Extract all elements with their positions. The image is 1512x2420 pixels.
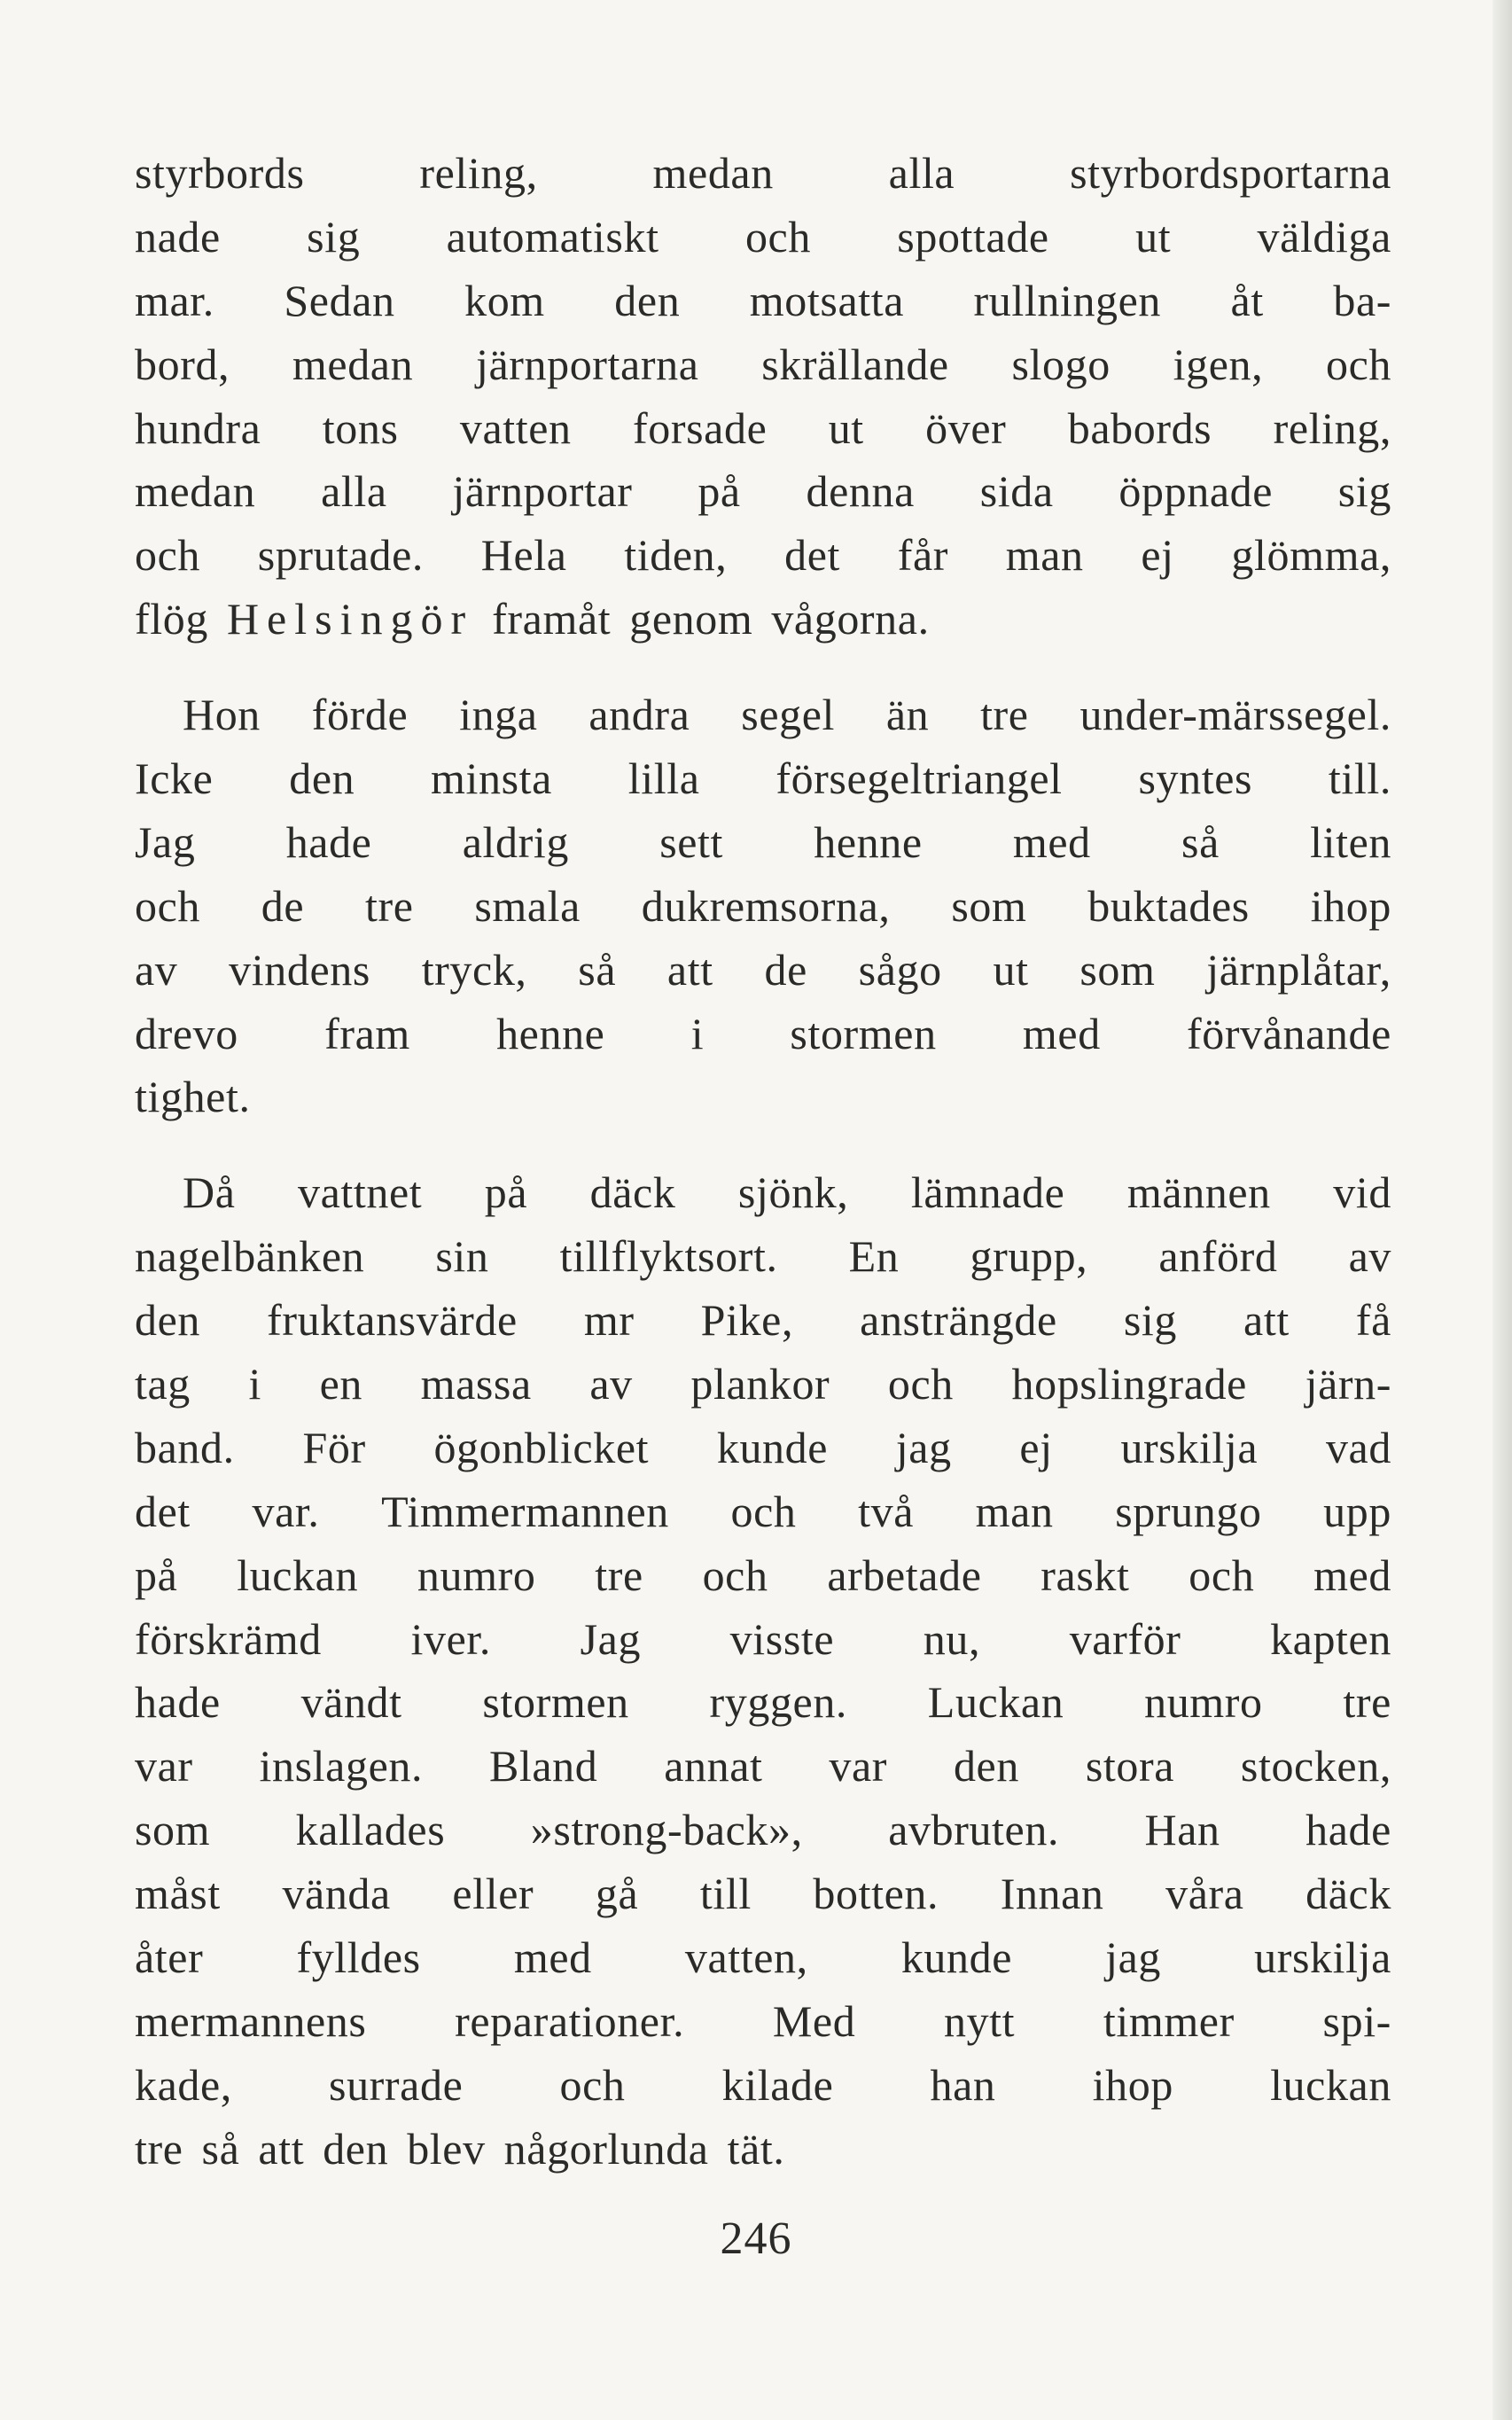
text-line: av vindens tryck, så att de sågo ut som järnplåtar, <box>135 944 1391 995</box>
text-line: på luckan numro tre och arbetade raskt och med <box>135 1550 1391 1600</box>
text-line: det var. Timmermannen och två man sprungo upp <box>135 1486 1391 1536</box>
text-line: åter fylldes med vatten, kunde jag urskilja <box>135 1932 1391 1983</box>
text-line: kade, surrade och kilade han ihop luckan <box>135 2059 1391 2110</box>
paragraph-1 <box>135 142 1391 652</box>
paragraph-2 <box>135 683 1391 1129</box>
body-text <box>135 142 1391 2182</box>
text-line: band. För ögonblicket kunde jag ej urskilja vad <box>135 1422 1391 1472</box>
text-line: nagelbänken sin tillflyktsort. En grupp, anförd av <box>135 1231 1391 1282</box>
text-line: bord, medan järnportarna skrällande slogo igen, och <box>135 339 1391 389</box>
text-line: styrbords reling, medan alla styrbordsportarna <box>135 148 1391 198</box>
text-line: Då vattnet på däck sjönk, lämnade männen vid <box>183 1167 1391 1218</box>
text-line: drevo fram henne i stormen med förvånande <box>135 1008 1391 1058</box>
text-line: måst vända eller gå till botten. Innan våra däck <box>135 1869 1391 1919</box>
text-line: tag i en massa av plankor och hopslingrade järn- <box>135 1359 1391 1409</box>
paragraph-3 <box>135 1161 1391 2181</box>
text-line: tre så att den blev någorlunda tät. <box>135 2123 785 2174</box>
text-line: hade vändt stormen ryggen. Luckan numro tre <box>135 1677 1391 1728</box>
page-number: 246 <box>720 2213 792 2264</box>
text-line: Jag hade aldrig sett henne med så liten <box>135 816 1391 867</box>
text-line: var inslagen. Bland annat var den stora stocken, <box>135 1741 1391 1792</box>
text-line: förskrämd iver. Jag visste nu, varför kapten <box>135 1613 1391 1664</box>
ship-name: Helsingör <box>226 594 474 644</box>
text-line: medan alla järnportar på denna sida öppnade sig <box>135 466 1391 517</box>
text-line: mermannens reparationer. Med nytt timmer spi- <box>135 1995 1391 2046</box>
text-line: mar. Sedan kom den motsatta rullningen åt ba- <box>135 275 1391 325</box>
page-edge-shadow <box>1493 0 1512 2420</box>
text-line: den fruktansvärde mr Pike, ansträngde sig att få <box>135 1295 1391 1346</box>
text-line: Icke den minsta lilla försegeltriangel syntes till. <box>135 753 1391 804</box>
text-line: och de tre smala dukremsorna, som buktades ihop <box>135 880 1391 931</box>
text-line: nade sig automatiskt och spottade ut väldiga <box>135 211 1391 262</box>
text-line: som kallades »strong-back», avbruten. Han hade <box>135 1805 1391 1855</box>
text-line: Hon förde inga andra segel än tre under-märssegel. <box>183 690 1391 740</box>
text-line: hundra tons vatten forsade ut över babords reling, <box>135 402 1391 453</box>
text-line: flög Helsingör framåt genom vågorna. <box>135 588 1391 652</box>
text-line: tighet. <box>135 1072 251 1122</box>
text-line: och sprutade. Hela tiden, det får man ej glömma, <box>135 530 1391 581</box>
